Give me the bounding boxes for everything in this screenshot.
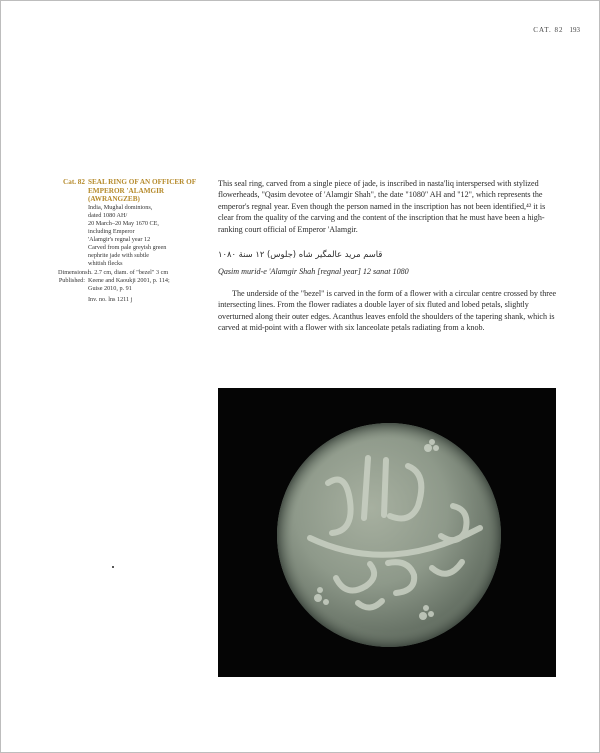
origin-line: including Emperor <box>88 228 135 236</box>
running-head-label: CAT. 82 <box>533 26 564 34</box>
origin-line: whitish flecks <box>88 260 123 268</box>
origin-block <box>58 204 208 269</box>
catalog-heading <box>58 178 208 204</box>
origin-line: dated 1080 AH/ <box>88 211 128 219</box>
dimensions-value: h. 2.7 cm, diam. of "bezel" 3 cm <box>88 268 169 276</box>
published-label: Published: <box>58 276 85 284</box>
inventory-number: Inv. no. lns 1211 j <box>88 295 133 303</box>
published-line: Keene and Kaoukji 2001, p. 114; <box>88 276 170 284</box>
catalog-entry <box>58 178 208 304</box>
origin-line: India, Mughal dominions, <box>88 203 153 211</box>
published-value <box>88 277 208 293</box>
body-paragraph-2: The underside of the "bezel" is carved in the form of a flower with a circular centre crossed by three intersecting lines. From the flower radiates a double layer of six fluted and lobed petals, slightly overturned along their outer edges. Acanthus leaves enfold the shoulders of the tapering shank, which is carved at mid-point with a flower with six lanceolate petals radiating from a knob. <box>218 288 557 333</box>
page-number: 193 <box>569 26 580 34</box>
origin-line: Carved from pale greyish green <box>88 244 167 252</box>
transliteration: Qasim murid-e 'Alamgir Shah [regnal year] 12 sanat 1080 <box>218 267 409 277</box>
dimensions-row <box>58 269 208 277</box>
origin-line: nephrite jade with subtle <box>88 252 149 260</box>
origin-line: 20 March–20 May 1670 CE, <box>88 219 159 227</box>
seal-ring-photo <box>218 388 556 677</box>
published-row <box>58 277 208 293</box>
catalog-title: SEAL RING OF AN OFFICER OF EMPEROR 'ALAMGIR (AWRANGZEB) <box>88 178 196 204</box>
stray-mark <box>112 566 114 568</box>
main-text <box>218 178 558 333</box>
jade-seal-illustration <box>218 388 556 677</box>
catalog-number: Cat. 82 <box>63 178 85 186</box>
body-paragraph-1: This seal ring, carved from a single piece of jade, is inscribed in nasta'liq interspersed with stylized flowerheads, "Qasim devotee of 'Alamgir Shah", the date "1080" AH and "12", which represents the emperor's regnal year. Even though the person named in the inscription has not been identified,⁴² it is clear from the quality of the carving and the content of the inscription that he must have been a high-ranking court official of Emperor 'Alamgir. <box>218 179 546 234</box>
dimensions-label: Dimensions: <box>58 268 90 276</box>
running-head <box>533 26 580 34</box>
arabic-inscription: قاسم مرید عالمگیر شاه (جلوس) ۱۲ سنة ۱۰۸۰ <box>218 249 383 260</box>
published-line: Guise 2010, p. 91 <box>88 284 132 292</box>
origin-line: 'Alamgir's regnal year 12 <box>88 236 151 244</box>
